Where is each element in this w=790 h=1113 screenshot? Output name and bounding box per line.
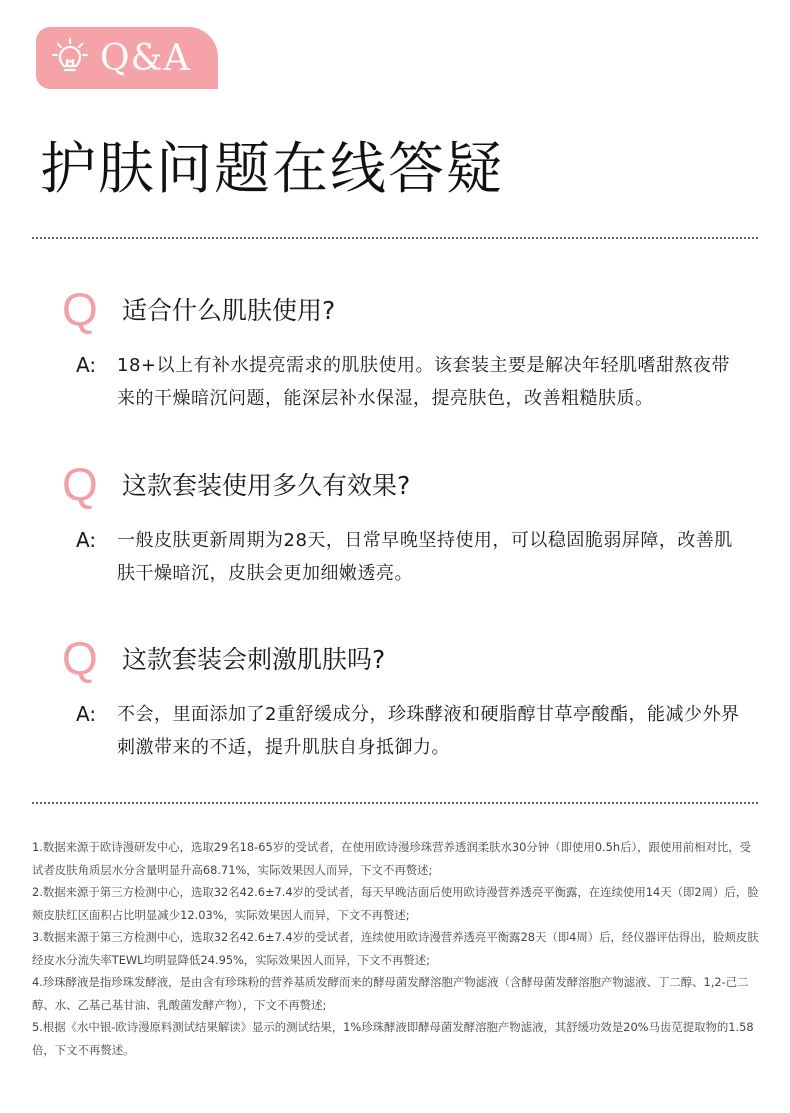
qa-item bbox=[62, 632, 752, 764]
qa-item bbox=[62, 458, 752, 590]
footnotes bbox=[32, 836, 760, 1061]
question-text: 这款套装使用多久有效果? bbox=[122, 471, 411, 500]
question-row bbox=[62, 632, 752, 684]
lightbulb-icon bbox=[50, 36, 90, 80]
question-text: 适合什么肌肤使用? bbox=[122, 296, 336, 325]
answer-text: 不会，里面添加了2重舒缓成分，珍珠酵液和硬脂醇甘草亭酸酯，能减少外界刺激带来的不适，提升肌肤自身抵御力。 bbox=[117, 704, 740, 758]
answer-text: 18+以上有补水提亮需求的肌肤使用。该套装主要是解决年轻肌嗜甜熬夜带来的干燥暗沉问题，能深层补水保湿，提亮肤色，改善粗糙肤质。 bbox=[117, 355, 730, 409]
qa-item bbox=[62, 283, 752, 415]
footnote: 5.根据《水中银-欧诗漫原料测试结果解读》显示的测试结果，1%珍珠酵液即酵母菌发酵溶胞产物滤液，其舒缓功效是20%马齿苋提取物的1.58倍，下文不再赘述。 bbox=[32, 1020, 754, 1057]
question-row bbox=[62, 458, 752, 510]
question-marker: Q bbox=[62, 458, 98, 510]
answer-marker: A: bbox=[76, 353, 97, 377]
answer-marker: A: bbox=[76, 702, 97, 726]
answer-row bbox=[62, 524, 752, 590]
answer-text: 一般皮肤更新周期为28天，日常早晚坚持使用，可以稳固脆弱屏障，改善肌肤干燥暗沉，皮肤会更加细嫩透亮。 bbox=[117, 530, 733, 584]
answer-marker: A: bbox=[76, 528, 97, 552]
question-text: 这款套装会刺激肌肤吗? bbox=[122, 645, 386, 674]
question-row bbox=[62, 283, 752, 335]
bottom-divider bbox=[32, 802, 758, 804]
footnote: 2.数据来源于第三方检测中心，选取32名42.6±7.4岁的受试者，每天早晚洁面后使用欧诗漫营养透亮平衡露，在连续使用14天（即2周）后，脸颊皮肤红区面积占比明显减少12.03%，实际效果因人而异，下文不再赘述; bbox=[32, 885, 759, 922]
badge-label: Q&A bbox=[100, 37, 191, 79]
question-marker: Q bbox=[62, 632, 98, 684]
top-divider bbox=[32, 237, 758, 239]
qa-badge bbox=[36, 27, 218, 89]
answer-row bbox=[62, 698, 752, 764]
page-title: 护肤问题在线答疑 bbox=[40, 137, 504, 202]
answer-row bbox=[62, 349, 752, 415]
footnote: 3.数据来源于第三方检测中心，选取32名42.6±7.4岁的受试者，连续使用欧诗漫营养透亮平衡露28天（即4周）后，经仪器评估得出，脸颊皮肤经皮水分流失率TEWL均明显降低24.95%，实际效果因人而异，下文不再赘述; bbox=[32, 930, 759, 967]
footnote: 1.数据来源于欧诗漫研发中心，选取29名18-65岁的受试者，在使用欧诗漫珍珠营养透润柔肤水30分钟（即使用0.5h后），跟使用前相对比，受试者皮肤角质层水分含量明显升高68.71%，实际效果因人而异，下文不再赘述; bbox=[32, 840, 752, 877]
footnote: 4.珍珠酵液是指珍珠发酵液，是由含有珍珠粉的营养基质发酵而来的酵母菌发酵溶胞产物滤液（含酵母菌发酵溶胞产物滤液、丁二醇、1,2-己二醇、水、乙基己基甘油、乳酸菌发酵产物），下文不再赘述; bbox=[32, 975, 749, 1012]
question-marker: Q bbox=[62, 283, 98, 335]
